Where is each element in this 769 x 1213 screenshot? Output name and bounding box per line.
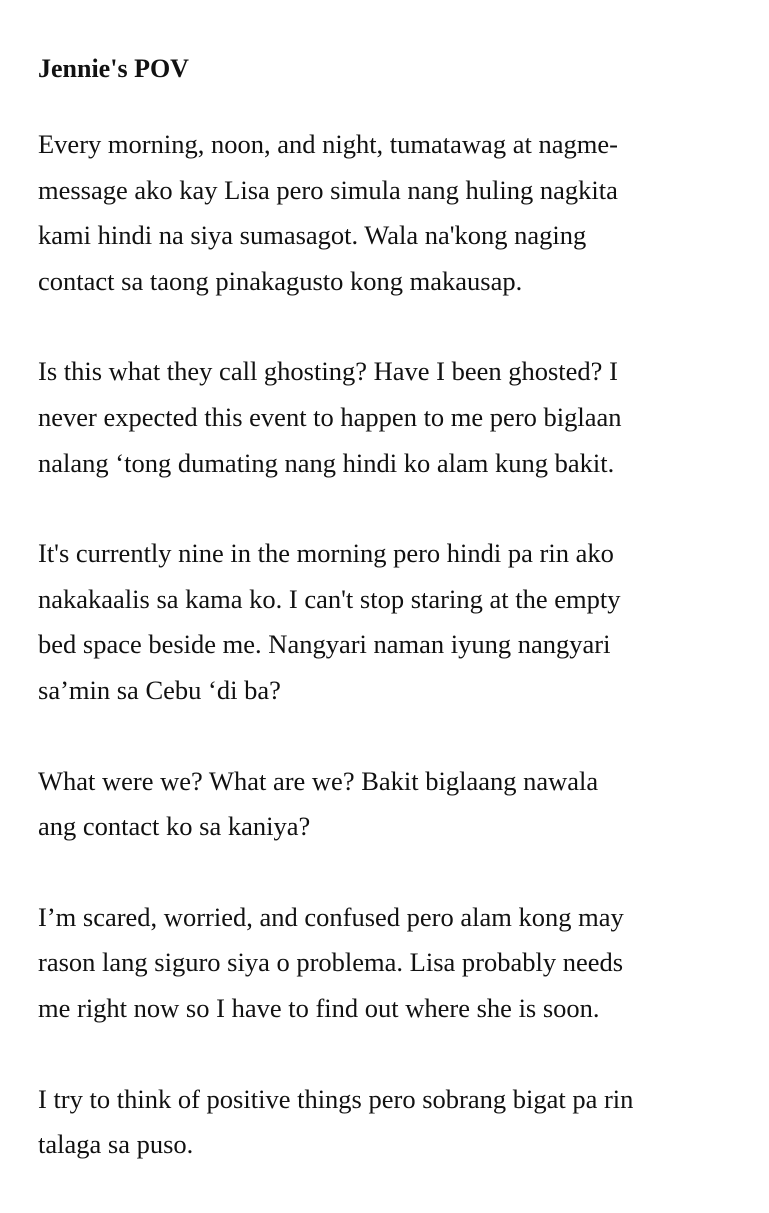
text-line: contact sa taong pinakagusto kong makausap.: [38, 265, 523, 296]
paragraph-6: [38, 1077, 738, 1168]
paragraph-2: [38, 349, 738, 486]
text-line: sa’min sa Cebu ‘di ba?: [38, 674, 281, 705]
text-line: nalang ‘tong dumating nang hindi ko alam kung bakit.: [38, 447, 615, 478]
text-line: Is this what they call ghosting? Have I been ghosted? I: [38, 356, 618, 387]
paragraph-4: [38, 759, 738, 850]
chapter-heading: Jennie's POV: [38, 54, 189, 83]
text-line: I try to think of positive things pero sobrang bigat pa rin: [38, 1083, 634, 1114]
text-line: talaga sa puso.: [38, 1129, 194, 1160]
paragraph-1: [38, 122, 738, 304]
text-line: ang contact ko sa kaniya?: [38, 811, 311, 842]
text-line: Every morning, noon, and night, tumatawag at nagme-: [38, 129, 618, 159]
paragraph-3: [38, 531, 738, 713]
text-line: message ako kay Lisa pero simula nang huling nagkita: [38, 174, 618, 205]
text-line: never expected this event to happen to me pero biglaan: [38, 401, 622, 432]
text-line: kami hindi na siya sumasagot. Wala na'kong naging: [38, 220, 587, 251]
document-page: [38, 52, 738, 1213]
text-line: I’m scared, worried, and confused pero alam kong may: [38, 901, 624, 932]
text-line: rason lang siguro siya o problema. Lisa probably needs: [38, 947, 624, 978]
text-line: nakakaalis sa kama ko. I can't stop staring at the empty: [38, 583, 621, 614]
text-line: It's currently nine in the morning pero hindi pa rin ako: [38, 538, 614, 569]
text-line: bed space beside me. Nangyari naman iyung nangyari: [38, 629, 611, 660]
text-line: me right now so I have to find out where she is soon.: [38, 992, 600, 1023]
text-line: What were we? What are we? Bakit biglaang nawala: [38, 765, 599, 796]
paragraph-5: [38, 895, 738, 1032]
